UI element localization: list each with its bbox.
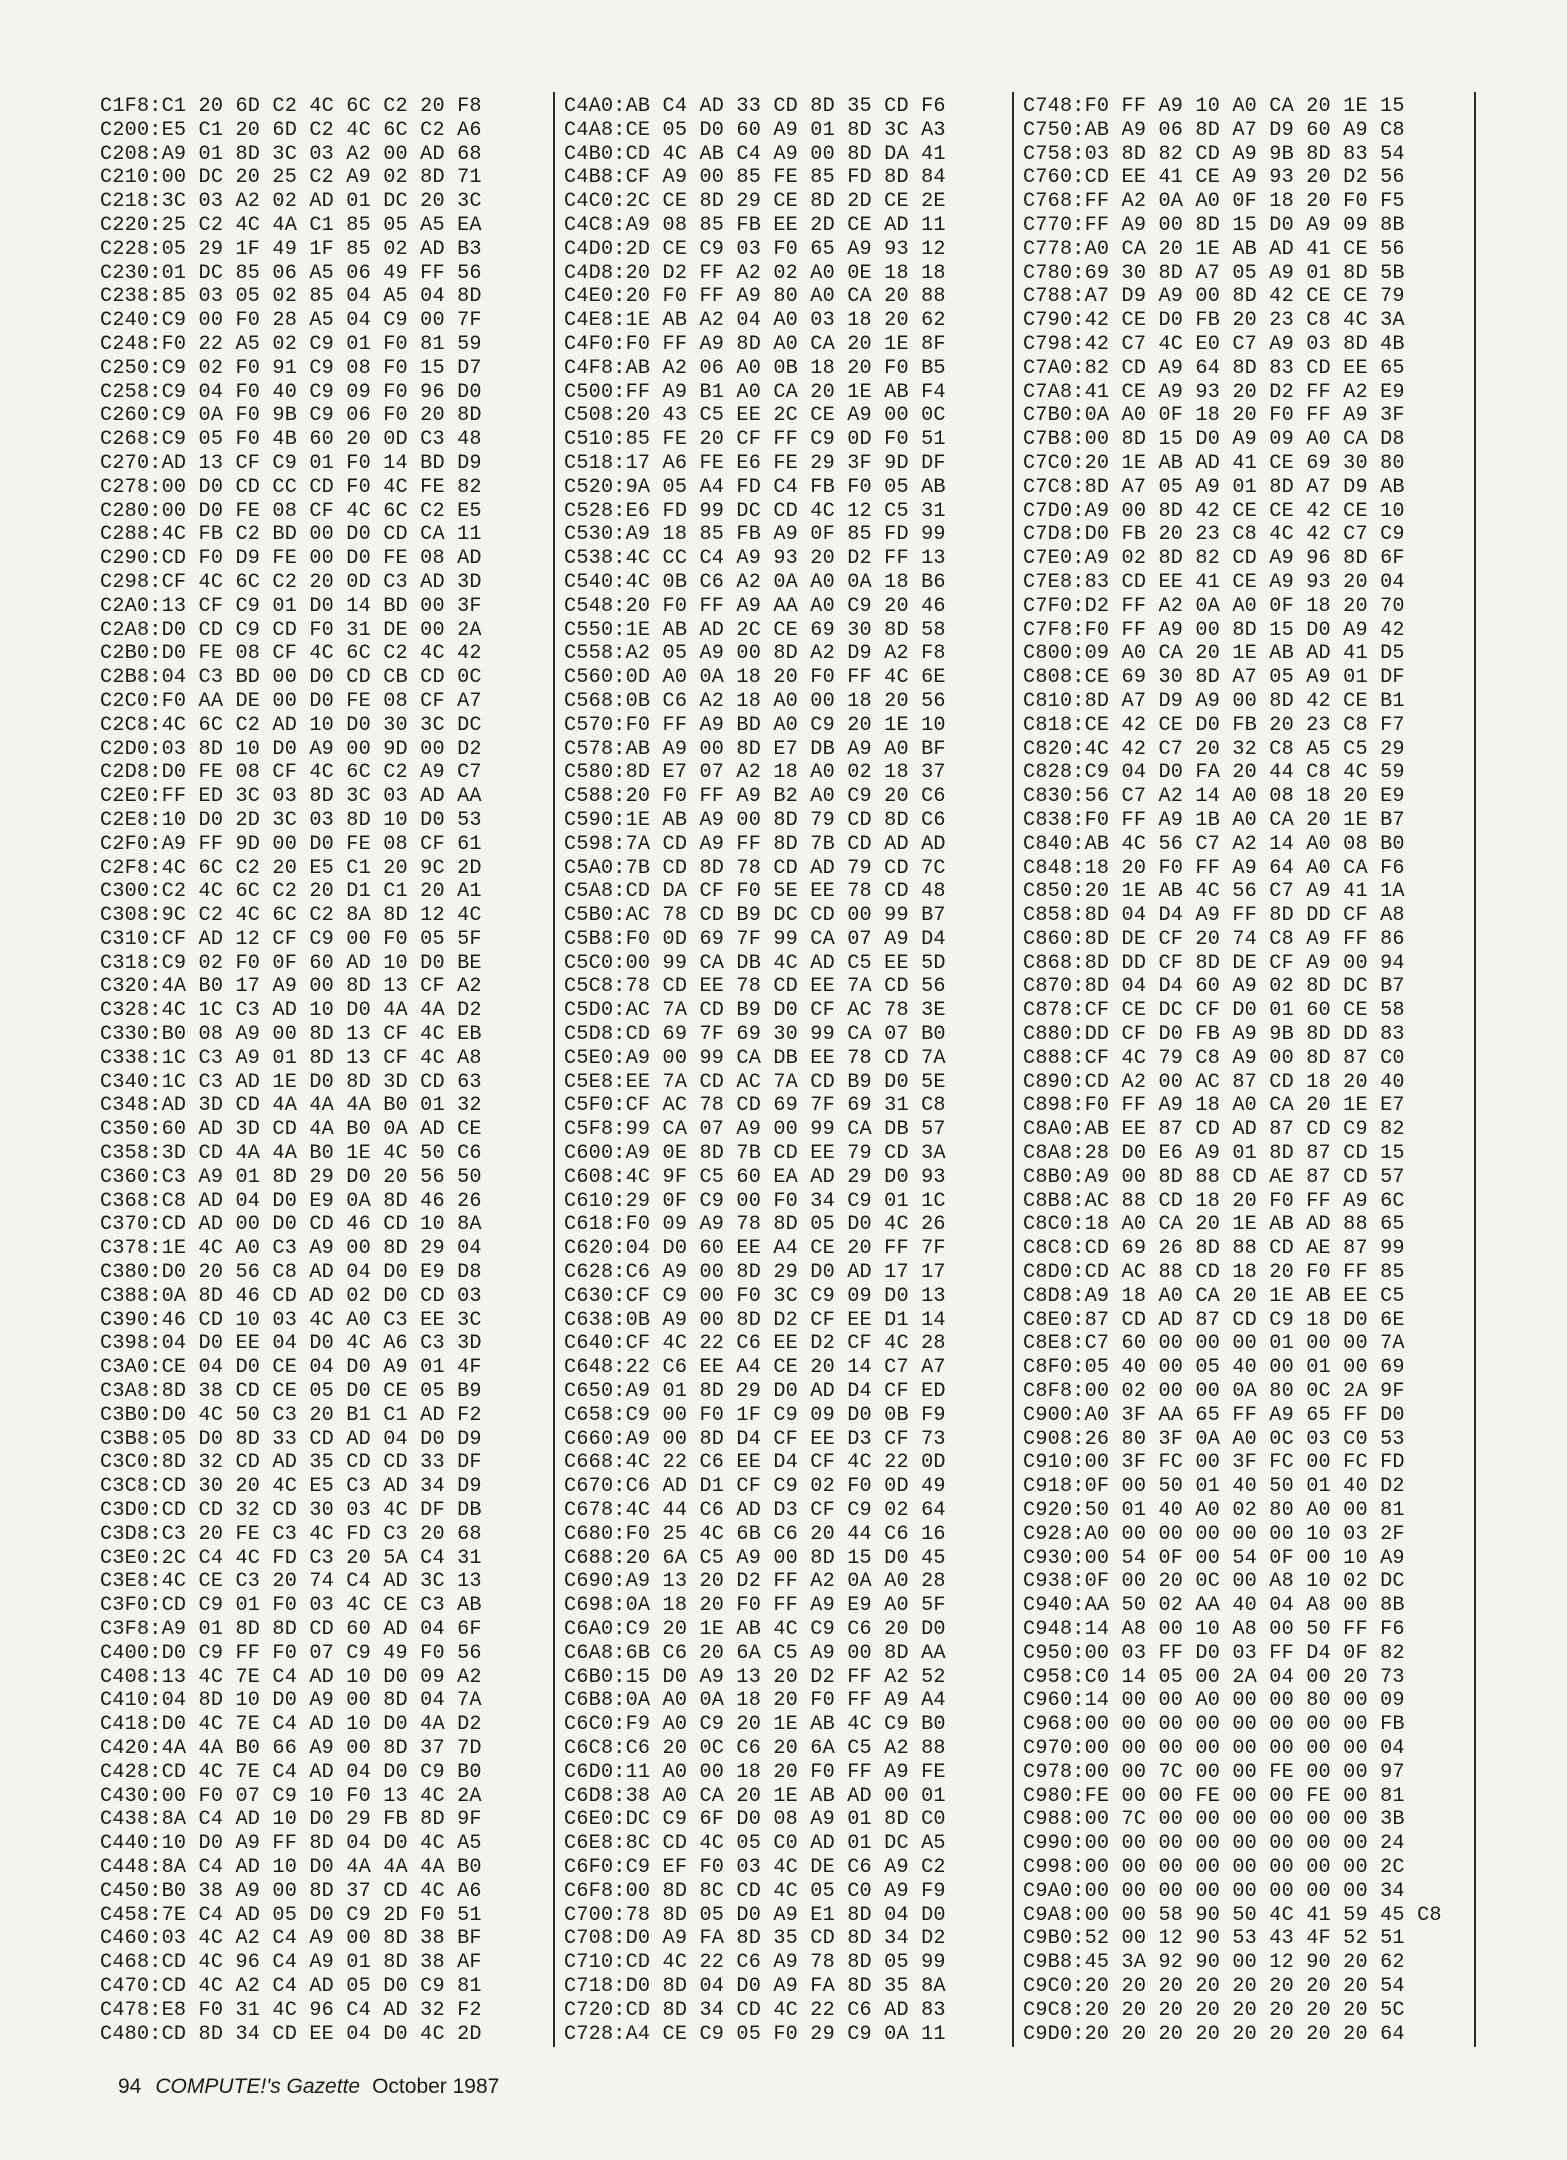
listing-line: C510:85 FE 20 CF FF C9 0D F0 51 [564,428,946,452]
listing-line: C5C8:78 CD EE 78 CD EE 7A CD 56 [564,975,946,999]
listing-line: C7B8:00 8D 15 D0 A9 09 A0 CA D8 [1023,428,1405,452]
listing-line: C758:03 8D 82 CD A9 9B 8D 83 54 [1023,142,1405,166]
issue-date: October 1987 [372,2075,500,2098]
listing-line: C4A0:AB C4 AD 33 CD 8D 35 CD F6 [564,95,946,118]
listing-line: C330:B0 08 A9 00 8D 13 CF 4C EB [100,1023,482,1047]
listing-line: C890:CD A2 00 AC 87 CD 18 20 40 [1023,1070,1405,1094]
listing-line: C6F0:C9 EF F0 03 4C DE C6 A9 C2 [564,1855,946,1879]
listing-line: C458:7E C4 AD 05 D0 C9 2D F0 51 [100,1903,482,1927]
listing-line: C470:CD 4C A2 C4 AD 05 D0 C9 81 [100,1974,482,1998]
listing-line: C848:18 20 F0 FF A9 64 A0 CA F6 [1023,856,1405,880]
listing-line: C928:A0 00 00 00 00 00 10 03 2F [1023,1522,1405,1546]
listing-line: C868:8D DD CF 8D DE CF A9 00 94 [1023,951,1405,975]
listing-line: C8C8:CD 69 26 8D 88 CD AE 87 99 [1023,1237,1405,1261]
listing-line: C548:20 F0 FF A9 AA A0 C9 20 46 [564,594,946,618]
listing-line: C518:17 A6 FE E6 FE 29 3F 9D DF [564,451,946,475]
listing-line: C218:3C 03 A2 02 AD 01 DC 20 3C [100,190,482,214]
listing-line: C6C0:F9 A0 C9 20 1E AB 4C C9 B0 [564,1713,946,1737]
listing-line: C6D0:11 A0 00 18 20 F0 FF A9 FE [564,1760,946,1784]
listing-line: C368:C8 AD 04 D0 E9 0A 8D 46 26 [100,1189,482,1213]
listing-line: C820:4C 42 C7 20 32 C8 A5 C5 29 [1023,737,1405,761]
listing-line: C390:46 CD 10 03 4C A0 C3 EE 3C [100,1308,482,1332]
listing-line: C438:8A C4 AD 10 D0 29 FB 8D 9F [100,1808,482,1832]
listing-line: C308:9C C2 4C 6C C2 8A 8D 12 4C [100,904,482,928]
listing-line: C8A8:28 D0 E6 A9 01 8D 87 CD 15 [1023,1142,1405,1166]
listing-line: C3B8:05 D0 8D 33 CD AD 04 D0 D9 [100,1427,482,1451]
listing-line: C2A8:D0 CD C9 CD F0 31 DE 00 2A [100,618,482,642]
listing-line: C2C8:4C 6C C2 AD 10 D0 30 3C DC [100,713,482,737]
listing-line: C798:42 C7 4C E0 C7 A9 03 8D 4B [1023,332,1405,356]
listing-line: C348:AD 3D CD 4A 4A 4A B0 01 32 [100,1094,482,1118]
listing-line: C598:7A CD A9 FF 8D 7B CD AD AD [564,832,946,856]
listing-line: C508:20 43 C5 EE 2C CE A9 00 0C [564,404,946,428]
listing-line: C620:04 D0 60 EE A4 CE 20 FF 7F [564,1237,946,1261]
listing-line: C2A0:13 CF C9 01 D0 14 BD 00 3F [100,594,482,618]
listing-line: C6B8:0A A0 0A 18 20 F0 FF A9 A4 [564,1689,946,1713]
listing-line: C258:C9 04 F0 40 C9 09 F0 96 D0 [100,380,482,404]
listing-line: C838:F0 FF A9 1B A0 CA 20 1E B7 [1023,808,1405,832]
listing-line: C2C0:F0 AA DE 00 D0 FE 08 CF A7 [100,689,482,713]
listing-line: C290:CD F0 D9 FE 00 D0 FE 08 AD [100,547,482,571]
listing-line: C2E8:10 D0 2D 3C 03 8D 10 D0 53 [100,808,482,832]
listing-line: C7F8:F0 FF A9 00 8D 15 D0 A9 42 [1023,618,1405,642]
listing-line: C7D0:A9 00 8D 42 CE CE 42 CE 10 [1023,499,1405,523]
listing-line: C9A0:00 00 00 00 00 00 00 00 34 [1023,1879,1405,1903]
listing-line: C3D0:CD CD 32 CD 30 03 4C DF DB [100,1499,482,1523]
listing-line: C428:CD 4C 7E C4 AD 04 D0 C9 B0 [100,1760,482,1784]
listing-line: C930:00 54 0F 00 54 0F 00 10 A9 [1023,1546,1405,1570]
listing-line: C538:4C CC C4 A9 93 20 D2 FF 13 [564,547,946,571]
listing-line: C7C0:20 1E AB AD 41 CE 69 30 80 [1023,451,1405,475]
listing-line: C5A8:CD DA CF F0 5E EE 78 CD 48 [564,880,946,904]
listing-line: C280:00 D0 FE 08 CF 4C 6C C2 E5 [100,499,482,523]
listing-line: C888:CF 4C 79 C8 A9 00 8D 87 C0 [1023,1046,1405,1070]
listing-line: C590:1E AB A9 00 8D 79 CD 8D C6 [564,808,946,832]
listing-line: C220:25 C2 4C 4A C1 85 05 A5 EA [100,213,482,237]
listing-line: C618:F0 09 A9 78 8D 05 D0 4C 26 [564,1213,946,1237]
listing-line: C338:1C C3 A9 01 8D 13 CF 4C A8 [100,1046,482,1070]
listing-line: C268:C9 05 F0 4B 60 20 0D C3 48 [100,428,482,452]
listing-line: C588:20 F0 FF A9 B2 A0 C9 20 C6 [564,785,946,809]
page-number: 94 [118,2075,142,2098]
listing-line: C400:D0 C9 FF F0 07 C9 49 F0 56 [100,1641,482,1665]
listing-line: C808:CE 69 30 8D A7 05 A9 01 DF [1023,666,1405,690]
listing-line: C420:4A 4A B0 66 A9 00 8D 37 7D [100,1736,482,1760]
listing-line: C300:C2 4C 6C C2 20 D1 C1 20 A1 [100,880,482,904]
listing-line: C600:A9 0E 8D 7B CD EE 79 CD 3A [564,1142,946,1166]
listing-line: C708:D0 A9 FA 8D 35 CD 8D 34 D2 [564,1927,946,1951]
listing-line: C3E0:2C C4 4C FD C3 20 5A C4 31 [100,1546,482,1570]
listing-line: C6A0:C9 20 1E AB 4C C9 C6 20 D0 [564,1618,946,1641]
listing-line: C8C0:18 A0 CA 20 1E AB AD 88 65 [1023,1213,1405,1237]
listing-line: C4E0:20 F0 FF A9 80 A0 CA 20 88 [564,285,946,309]
listing-line: C4F0:F0 FF A9 8D A0 CA 20 1E 8F [564,332,946,356]
listing-line: C7D8:D0 FB 20 23 C8 4C 42 C7 C9 [1023,523,1405,547]
listing-line: C530:A9 18 85 FB A9 0F 85 FD 99 [564,523,946,547]
listing-line: C340:1C C3 AD 1E D0 8D 3D CD 63 [100,1070,482,1094]
listing-line: C9B0:52 00 12 90 53 43 4F 52 51 [1023,1927,1405,1951]
listing-line: C678:4C 44 C6 AD D3 CF C9 02 64 [564,1499,946,1523]
listing-line: C248:F0 22 A5 02 C9 01 F0 81 59 [100,332,482,356]
listing-line: C9C0:20 20 20 20 20 20 20 20 54 [1023,1974,1405,1998]
listing-line: C570:F0 FF A9 BD A0 C9 20 1E 10 [564,713,946,737]
listing-line: C328:4C 1C C3 AD 10 D0 4A 4A D2 [100,999,482,1023]
listing-line: C840:AB 4C 56 C7 A2 14 A0 08 B0 [1023,832,1405,856]
listing-line: C790:42 CE D0 FB 20 23 C8 4C 3A [1023,309,1405,333]
listing-line: C878:CF CE DC CF D0 01 60 CE 58 [1023,999,1405,1023]
listing-line: C870:8D 04 D4 60 A9 02 8D DC B7 [1023,975,1405,999]
listing-column-1 [100,95,547,2043]
listing-line: C970:00 00 00 00 00 00 00 00 04 [1023,1736,1405,1760]
listing-line: C410:04 8D 10 D0 A9 00 8D 04 7A [100,1689,482,1713]
listing-line: C550:1E AB AD 2C CE 69 30 8D 58 [564,618,946,642]
listing-line: C980:FE 00 00 FE 00 00 FE 00 81 [1023,1784,1405,1808]
listing-line: C8F8:00 02 00 00 0A 80 0C 2A 9F [1023,1380,1405,1404]
listing-line: C3E8:4C CE C3 20 74 C4 AD 3C 13 [100,1570,482,1594]
listing-line: C7A0:82 CD A9 64 8D 83 CD EE 65 [1023,356,1405,380]
listing-line: C4C0:2C CE 8D 29 CE 8D 2D CE 2E [564,190,946,214]
listing-line: C800:09 A0 CA 20 1E AB AD 41 D5 [1023,642,1405,666]
listing-line: C938:0F 00 20 0C 00 A8 10 02 DC [1023,1570,1405,1594]
listing-line: C228:05 29 1F 49 1F 85 02 AD B3 [100,237,482,261]
listing-line: C7E0:A9 02 8D 82 CD A9 96 8D 6F [1023,547,1405,571]
listing-line: C7C8:8D A7 05 A9 01 8D A7 D9 AB [1023,475,1405,499]
listing-line: C5E0:A9 00 99 CA DB EE 78 CD 7A [564,1046,946,1070]
page-footer [118,2075,499,2099]
listing-line: C920:50 01 40 A0 02 80 A0 00 81 [1023,1499,1405,1523]
listing-line: C830:56 C7 A2 14 A0 08 18 20 E9 [1023,785,1405,809]
listing-line: C5D8:CD 69 7F 69 30 99 CA 07 B0 [564,1023,946,1047]
listing-line: C968:00 00 00 00 00 00 00 00 FB [1023,1713,1405,1737]
listing-line: C370:CD AD 00 D0 CD 46 CD 10 8A [100,1213,482,1237]
listing-line: C648:22 C6 EE A4 CE 20 14 C7 A7 [564,1356,946,1380]
listing-line: C320:4A B0 17 A9 00 8D 13 CF A2 [100,975,482,999]
listing-line: C780:69 30 8D A7 05 A9 01 8D 5B [1023,261,1405,285]
listing-line: C950:00 03 FF D0 03 FF D4 0F 82 [1023,1641,1405,1665]
magazine-name: COMPUTE!'s Gazette [155,2075,361,2098]
listing-line: C380:D0 20 56 C8 AD 04 D0 E9 D8 [100,1261,482,1285]
listing-line: C9B8:45 3A 92 90 00 12 90 20 62 [1023,1951,1405,1975]
listing-line: C768:FF A2 0A A0 0F 18 20 F0 F5 [1023,190,1405,214]
listing-line: C638:0B A9 00 8D D2 CF EE D1 14 [564,1308,946,1332]
listing-line: C4E8:1E AB A2 04 A0 03 18 20 62 [564,309,946,333]
listing-line: C500:FF A9 B1 A0 CA 20 1E AB F4 [564,380,946,404]
listing-line: C238:85 03 05 02 85 04 A5 04 8D [100,285,482,309]
listing-line: C4A8:CE 05 D0 60 A9 01 8D 3C A3 [564,118,946,142]
listing-line: C2F8:4C 6C C2 20 E5 C1 20 9C 2D [100,856,482,880]
listing-line: C6F8:00 8D 8C CD 4C 05 C0 A9 F9 [564,1879,946,1903]
listing-line: C210:00 DC 20 25 C2 A9 02 8D 71 [100,166,482,190]
listing-line: C760:CD EE 41 CE A9 93 20 D2 56 [1023,166,1405,190]
listing-line: C8E8:C7 60 00 00 00 01 00 00 7A [1023,1332,1405,1356]
listing-line: C858:8D 04 D4 A9 FF 8D DD CF A8 [1023,904,1405,928]
listing-line: C3C0:8D 32 CD AD 35 CD CD 33 DF [100,1451,482,1475]
listing-line: C8D0:CD AC 88 CD 18 20 F0 FF 85 [1023,1261,1405,1285]
listing-line: C698:0A 18 20 F0 FF A9 E9 A0 5F [564,1594,946,1618]
listing-line: C5F8:99 CA 07 A9 00 99 CA DB 57 [564,1118,946,1142]
listing-line: C650:A9 01 8D 29 D0 AD D4 CF ED [564,1380,946,1404]
listing-line: C728:A4 CE C9 05 F0 29 C9 0A 11 [564,2022,946,2043]
listing-line: C910:00 3F FC 00 3F FC 00 FC FD [1023,1451,1405,1475]
listing-line: C5B0:AC 78 CD B9 DC CD 00 99 B7 [564,904,946,928]
listing-line: C908:26 80 3F 0A A0 0C 03 C0 53 [1023,1427,1405,1451]
listing-line: C958:C0 14 05 00 2A 04 00 20 73 [1023,1665,1405,1689]
listing-line: C430:00 F0 07 C9 10 F0 13 4C 2A [100,1784,482,1808]
listing-line: C4D8:20 D2 FF A2 02 A0 0E 18 18 [564,261,946,285]
listing-line: C2D8:D0 FE 08 CF 4C 6C C2 A9 C7 [100,761,482,785]
listing-line: C388:0A 8D 46 CD AD 02 D0 CD 03 [100,1284,482,1308]
listing-line: C3A8:8D 38 CD CE 05 D0 CE 05 B9 [100,1380,482,1404]
listing-line: C6D8:38 A0 CA 20 1E AB AD 00 01 [564,1784,946,1808]
listing-column-2 [564,95,1011,2043]
listing-line: C2B8:04 C3 BD 00 D0 CD CB CD 0C [100,666,482,690]
listing-line: C480:CD 8D 34 CD EE 04 D0 4C 2D [100,2022,482,2043]
listing-line: C6C8:C6 20 0C C6 20 6A C5 A2 88 [564,1736,946,1760]
listing-line: C748:F0 FF A9 10 A0 CA 20 1E 15 [1023,95,1405,118]
listing-line: C310:CF AD 12 CF C9 00 F0 05 5F [100,927,482,951]
listing-line: C2E0:FF ED 3C 03 8D 3C 03 AD AA [100,785,482,809]
listing-line: C230:01 DC 85 06 A5 06 49 FF 56 [100,261,482,285]
listing-line: C240:C9 00 F0 28 A5 04 C9 00 7F [100,309,482,333]
listing-line: C250:C9 02 F0 91 C9 08 F0 15 D7 [100,356,482,380]
listing-line: C4C8:A9 08 85 FB EE 2D CE AD 11 [564,213,946,237]
listing-line: C568:0B C6 A2 18 A0 00 18 20 56 [564,689,946,713]
listing-line: C270:AD 13 CF C9 01 F0 14 BD D9 [100,451,482,475]
listing-line: C460:03 4C A2 C4 A9 00 8D 38 BF [100,1927,482,1951]
listing-line: C700:78 8D 05 D0 A9 E1 8D 04 D0 [564,1903,946,1927]
listing-column-3 [1023,95,1470,2043]
listing-line: C448:8A C4 AD 10 D0 4A 4A 4A B0 [100,1855,482,1879]
listing-line: C350:60 AD 3D CD 4A B0 0A AD CE [100,1118,482,1142]
listing-line: C9D0:20 20 20 20 20 20 20 20 64 [1023,2022,1405,2043]
listing-line: C8B0:A9 00 8D 88 CD AE 87 CD 57 [1023,1165,1405,1189]
listing-line: C2B0:D0 FE 08 CF 4C 6C C2 4C 42 [100,642,482,666]
listing-line: C610:29 0F C9 00 F0 34 C9 01 1C [564,1189,946,1213]
listing-line: C770:FF A9 00 8D 15 D0 A9 09 8B [1023,213,1405,237]
listing-line: C450:B0 38 A9 00 8D 37 CD 4C A6 [100,1879,482,1903]
listing-line: C360:C3 A9 01 8D 29 D0 20 56 50 [100,1165,482,1189]
listing-line: C5B8:F0 0D 69 7F 99 CA 07 A9 D4 [564,927,946,951]
listing-line: C720:CD 8D 34 CD 4C 22 C6 AD 83 [564,1998,946,2022]
listing-line: C2D0:03 8D 10 D0 A9 00 9D 00 D2 [100,737,482,761]
listing-line: C718:D0 8D 04 D0 A9 FA 8D 35 8A [564,1974,946,1998]
listing-line: C5D0:AC 7A CD B9 D0 CF AC 78 3E [564,999,946,1023]
listing-line: C8A0:AB EE 87 CD AD 87 CD C9 82 [1023,1118,1405,1142]
listing-line: C810:8D A7 D9 A9 00 8D 42 CE B1 [1023,689,1405,713]
listing-line: C688:20 6A C5 A9 00 8D 15 D0 45 [564,1546,946,1570]
listing-line: C528:E6 FD 99 DC CD 4C 12 C5 31 [564,499,946,523]
listing-line: C940:AA 50 02 AA 40 04 A8 00 8B [1023,1594,1405,1618]
listing-line: C778:A0 CA 20 1E AB AD 41 CE 56 [1023,237,1405,261]
listing-line: C3C8:CD 30 20 4C E5 C3 AD 34 D9 [100,1475,482,1499]
listing-line: C630:CF C9 00 F0 3C C9 09 D0 13 [564,1284,946,1308]
listing-line: C398:04 D0 EE 04 D0 4C A6 C3 3D [100,1332,482,1356]
listing-line: C288:4C FB C2 BD 00 D0 CD CA 11 [100,523,482,547]
listing-line: C358:3D CD 4A 4A B0 1E 4C 50 C6 [100,1142,482,1166]
listing-line: C4B0:CD 4C AB C4 A9 00 8D DA 41 [564,142,946,166]
listing-line: C640:CF 4C 22 C6 EE D2 CF 4C 28 [564,1332,946,1356]
listing-line: C6A8:6B C6 20 6A C5 A9 00 8D AA [564,1641,946,1665]
listing-line: C978:00 00 7C 00 00 FE 00 00 97 [1023,1760,1405,1784]
listing-line: C4D0:2D CE C9 03 F0 65 A9 93 12 [564,237,946,261]
listing-line: C5E8:EE 7A CD AC 7A CD B9 D0 5E [564,1070,946,1094]
listing-line: C7F0:D2 FF A2 0A A0 0F 18 20 70 [1023,594,1405,618]
listing-line: C660:A9 00 8D D4 CF EE D3 CF 73 [564,1427,946,1451]
listing-line: C710:CD 4C 22 C6 A9 78 8D 05 99 [564,1951,946,1975]
listing-line: C3F8:A9 01 8D 8D CD 60 AD 04 6F [100,1618,482,1641]
column-divider [553,92,555,2047]
listing-line: C8B8:AC 88 CD 18 20 F0 FF A9 6C [1023,1189,1405,1213]
listing-line: C200:E5 C1 20 6D C2 4C 6C C2 A6 [100,118,482,142]
listing-line: C670:C6 AD D1 CF C9 02 F0 0D 49 [564,1475,946,1499]
listing-line: C298:CF 4C 6C C2 20 0D C3 AD 3D [100,570,482,594]
listing-line: C558:A2 05 A9 00 8D A2 D9 A2 F8 [564,642,946,666]
listing-line: C850:20 1E AB 4C 56 C7 A9 41 1A [1023,880,1405,904]
listing-line: C7B0:0A A0 0F 18 20 F0 FF A9 3F [1023,404,1405,428]
listing-line: C478:E8 F0 31 4C 96 C4 AD 32 F2 [100,1998,482,2022]
listing-line: C560:0D A0 0A 18 20 F0 FF 4C 6E [564,666,946,690]
listing-line: C2F0:A9 FF 9D 00 D0 FE 08 CF 61 [100,832,482,856]
listing-line: C440:10 D0 A9 FF 8D 04 D0 4C A5 [100,1832,482,1856]
listing-line: C8F0:05 40 00 05 40 00 01 00 69 [1023,1356,1405,1380]
listing-line: C960:14 00 00 A0 00 00 80 00 09 [1023,1689,1405,1713]
listing-line: C260:C9 0A F0 9B C9 06 F0 20 8D [100,404,482,428]
listing-line: C658:C9 00 F0 1F C9 09 D0 0B F9 [564,1403,946,1427]
listing-line: C1F8:C1 20 6D C2 4C 6C C2 20 F8 [100,95,482,118]
listing-line: C998:00 00 00 00 00 00 00 00 2C [1023,1855,1405,1879]
listing-line: C580:8D E7 07 A2 18 A0 02 18 37 [564,761,946,785]
listing-line: C750:AB A9 06 8D A7 D9 60 A9 C8 [1023,118,1405,142]
listing-line: C900:A0 3F AA 65 FF A9 65 FF D0 [1023,1403,1405,1427]
listing-line: C948:14 A8 00 10 A8 00 50 FF F6 [1023,1618,1405,1641]
listing-line: C668:4C 22 C6 EE D4 CF 4C 22 0D [564,1451,946,1475]
listing-line: C788:A7 D9 A9 00 8D 42 CE CE 79 [1023,285,1405,309]
listing-line: C468:CD 4C 96 C4 A9 01 8D 38 AF [100,1951,482,1975]
listing-line: C318:C9 02 F0 0F 60 AD 10 D0 BE [100,951,482,975]
listing-line: C378:1E 4C A0 C3 A9 00 8D 29 04 [100,1237,482,1261]
listing-line: C828:C9 04 D0 FA 20 44 C8 4C 59 [1023,761,1405,785]
listing-line: C5A0:7B CD 8D 78 CD AD 79 CD 7C [564,856,946,880]
listing-line: C988:00 7C 00 00 00 00 00 00 3B [1023,1808,1405,1832]
listing-line: C3B0:D0 4C 50 C3 20 B1 C1 AD F2 [100,1403,482,1427]
column-divider [1474,92,1476,2047]
listing-line: C520:9A 05 A4 FD C4 FB F0 05 AB [564,475,946,499]
listing-line: C818:CE 42 CE D0 FB 20 23 C8 F7 [1023,713,1405,737]
listing-line: C628:C6 A9 00 8D 29 D0 AD 17 17 [564,1261,946,1285]
listing-line: C990:00 00 00 00 00 00 00 00 24 [1023,1832,1405,1856]
listing-line: C4B8:CF A9 00 85 FE 85 FD 8D 84 [564,166,946,190]
listing-line: C7A8:41 CE A9 93 20 D2 FF A2 E9 [1023,380,1405,404]
listing-line: C540:4C 0B C6 A2 0A A0 0A 18 B6 [564,570,946,594]
listing-line: C8E0:87 CD AD 87 CD C9 18 D0 6E [1023,1308,1405,1332]
listing-line: C6E8:8C CD 4C 05 C0 AD 01 DC A5 [564,1832,946,1856]
listing-line: C9C8:20 20 20 20 20 20 20 20 5C [1023,1998,1405,2022]
listing-line: C918:0F 00 50 01 40 50 01 40 D2 [1023,1475,1405,1499]
listing-line: C3F0:CD C9 01 F0 03 4C CE C3 AB [100,1594,482,1618]
listing-line: C680:F0 25 4C 6B C6 20 44 C6 16 [564,1522,946,1546]
column-divider [1012,92,1014,2047]
listing-line: C880:DD CF D0 FB A9 9B 8D DD 83 [1023,1023,1405,1047]
listing-line: C208:A9 01 8D 3C 03 A2 00 AD 68 [100,142,482,166]
listing-line: C408:13 4C 7E C4 AD 10 D0 09 A2 [100,1665,482,1689]
listing-line: C6E0:DC C9 6F D0 08 A9 01 8D C0 [564,1808,946,1832]
listing-line: C898:F0 FF A9 18 A0 CA 20 1E E7 [1023,1094,1405,1118]
listing-line: C5F0:CF AC 78 CD 69 7F 69 31 C8 [564,1094,946,1118]
listing-line: C8D8:A9 18 A0 CA 20 1E AB EE C5 [1023,1284,1405,1308]
listing-line: C608:4C 9F C5 60 EA AD 29 D0 93 [564,1165,946,1189]
listing-line: C9A8:00 00 58 90 50 4C 41 59 45 C8 [1023,1903,1442,1927]
listing-line: C3A0:CE 04 D0 CE 04 D0 A9 01 4F [100,1356,482,1380]
listing-line: C278:00 D0 CD CC CD F0 4C FE 82 [100,475,482,499]
listing-line: C7E8:83 CD EE 41 CE A9 93 20 04 [1023,570,1405,594]
listing-line: C860:8D DE CF 20 74 C8 A9 FF 86 [1023,927,1405,951]
listing-line: C578:AB A9 00 8D E7 DB A9 A0 BF [564,737,946,761]
listing-line: C4F8:AB A2 06 A0 0B 18 20 F0 B5 [564,356,946,380]
listing-line: C5C0:00 99 CA DB 4C AD C5 EE 5D [564,951,946,975]
listing-line: C3D8:C3 20 FE C3 4C FD C3 20 68 [100,1522,482,1546]
listing-line: C6B0:15 D0 A9 13 20 D2 FF A2 52 [564,1665,946,1689]
listing-line: C690:A9 13 20 D2 FF A2 0A A0 28 [564,1570,946,1594]
listing-line: C418:D0 4C 7E C4 AD 10 D0 4A D2 [100,1713,482,1737]
